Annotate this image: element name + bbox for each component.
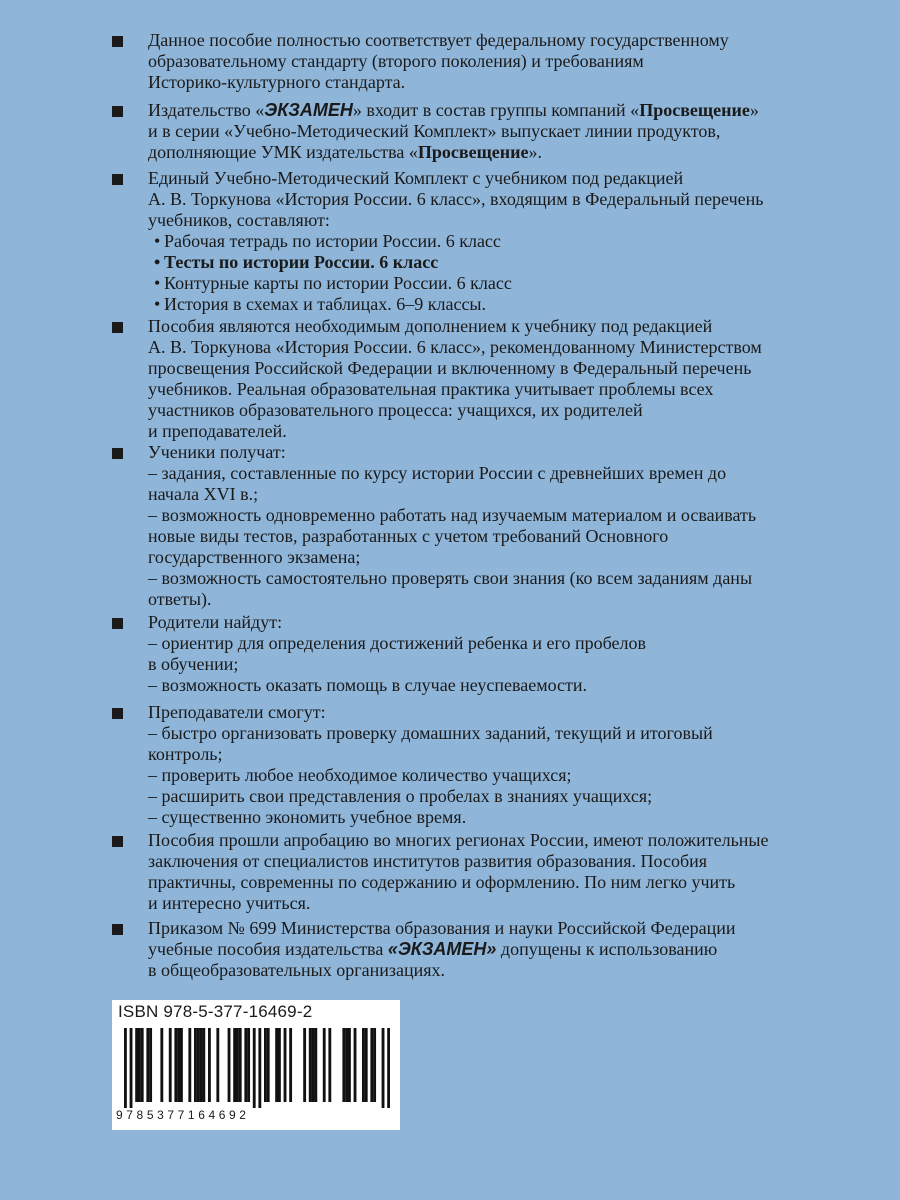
paragraph-umk <box>112 168 842 315</box>
text-line: Данное пособие полностью соответствует федеральному государственному <box>148 30 729 50</box>
barcode-bar <box>373 1028 376 1102</box>
barcode-bars-icon <box>124 1028 390 1108</box>
bullet-dot-icon: • <box>154 252 161 272</box>
publisher-name: «ЭКЗАМЕН» <box>387 939 497 959</box>
paragraph-approbation <box>112 830 842 914</box>
barcode-bar <box>387 1028 390 1108</box>
text-line: государственного экзамена; <box>148 547 361 567</box>
square-bullet-icon <box>112 448 123 459</box>
bullet-dot-icon: • <box>154 294 161 314</box>
text-line: – задания, составленные по курсу истории России с древнейших времен до <box>148 463 727 483</box>
square-bullet-icon <box>112 106 123 117</box>
square-bullet-icon <box>112 836 123 847</box>
text-line: Единый Учебно-Методический Комплект с учебником под редакцией <box>148 168 684 188</box>
paragraph-parents <box>112 612 842 696</box>
text-line: Издательство «ЭКЗАМЕН» входит в состав группы компаний «Просвещение» <box>148 100 759 120</box>
barcode-bar <box>258 1028 261 1108</box>
paragraph-students <box>112 442 842 610</box>
text-line: – проверить любое необходимое количество учащихся; <box>148 765 572 785</box>
barcode-bar <box>342 1028 345 1102</box>
text-line: заключения от специалистов институтов развития образования. Пособия <box>148 851 708 871</box>
text-line: учебные пособия издательства «ЭКЗАМЕН» допущены к использованию <box>148 939 718 959</box>
text-line: Пособия являются необходимым дополнением к учебнику под редакцией <box>148 316 713 336</box>
square-bullet-icon <box>112 618 123 629</box>
bullet-dot-icon: • <box>154 231 161 251</box>
text-line: – возможность одновременно работать над изучаемым материалом и осваивать <box>148 505 757 525</box>
text-line: и интересно учиться. <box>148 893 311 913</box>
barcode-bar <box>284 1028 287 1102</box>
paragraph-text <box>148 100 842 163</box>
barcode-bar <box>130 1028 133 1108</box>
partner-name: Просвещение <box>417 142 529 162</box>
text-line: участников образовательного процесса: учащихся, их родителей <box>148 400 643 420</box>
barcode-bar <box>236 1028 239 1102</box>
text-line: – возможность оказать помощь в случае неуспеваемости. <box>148 675 588 695</box>
square-bullet-icon <box>112 322 123 333</box>
text-line: практичны, современны по содержанию и оформлению. По ним легко учить <box>148 872 736 892</box>
paragraph-text <box>148 918 842 981</box>
text-line: учебников. Реальная образовательная практика учитывает проблемы всех <box>148 379 714 399</box>
list-item: • Контурные карты по истории России. 6 класс <box>154 273 512 293</box>
barcode-bar <box>135 1028 138 1102</box>
paragraph-text <box>148 316 842 442</box>
text-line: – существенно экономить учебное время. <box>148 807 467 827</box>
text-line: – возможность самостоятельно проверять свои знания (ко всем заданиям даны <box>148 568 753 588</box>
barcode-bar <box>202 1028 205 1102</box>
barcode-bar <box>160 1028 163 1102</box>
barcode-bar <box>208 1028 211 1102</box>
barcode-bar <box>146 1028 149 1102</box>
list-item-highlighted: • Тесты по истории России. 6 класс <box>154 252 439 272</box>
barcode-bar <box>328 1028 331 1102</box>
barcode-bar <box>345 1028 348 1102</box>
square-bullet-icon <box>112 36 123 47</box>
barcode-bar <box>275 1028 278 1102</box>
text-line: контроль; <box>148 744 223 764</box>
text-line: – расширить свои представления о пробелах в знаниях учащихся; <box>148 786 653 806</box>
text-line: в общеобразовательных организациях. <box>148 960 445 980</box>
text-line: дополняющие УМК издательства «Просвещение». <box>148 142 543 162</box>
barcode-bar <box>228 1028 231 1102</box>
isbn-label: ISBN 978-5-377-16469-2 <box>118 1002 313 1021</box>
barcode-bar <box>365 1028 368 1102</box>
barcode-digits: 9785377164692 <box>116 1108 250 1122</box>
barcode-bar <box>247 1028 250 1102</box>
paragraph-teachers <box>112 702 842 828</box>
text-line: Историко-культурного стандарта. <box>148 72 406 92</box>
square-bullet-icon <box>112 174 123 185</box>
text-line: учебников, составляют: <box>148 210 330 230</box>
text-line: – ориентир для определения достижений ребенка и его пробелов <box>148 633 646 653</box>
list-item: • Рабочая тетрадь по истории России. 6 класс <box>154 231 501 251</box>
barcode-bar <box>194 1028 197 1102</box>
barcode-bar <box>267 1028 270 1102</box>
text-line: и в серии «Учебно-Методический Комплект» выпускает линии продуктов, <box>148 121 721 141</box>
bullet-dot-icon: • <box>154 273 161 293</box>
paragraph-text <box>148 612 842 696</box>
text-line: начала XVI в.; <box>148 484 259 504</box>
list-item: • История в схемах и таблицах. 6–9 классы. <box>154 294 487 314</box>
barcode-bar <box>309 1028 312 1102</box>
barcode-bar <box>244 1028 247 1102</box>
barcode-bar <box>323 1028 326 1102</box>
barcode-bar <box>141 1028 144 1102</box>
text-line: А. В. Торкунова «История России. 6 класс», рекомендованному Министерством <box>148 337 762 357</box>
barcode-bar <box>362 1028 365 1102</box>
barcode-bar <box>174 1028 177 1102</box>
barcode-bar <box>289 1028 292 1102</box>
text-line: – быстро организовать проверку домашних заданий, текущий и итоговый <box>148 723 713 743</box>
barcode-bar <box>348 1028 351 1102</box>
barcode-bar <box>233 1028 236 1102</box>
barcode-bar <box>303 1028 306 1102</box>
barcode-bar <box>382 1028 385 1108</box>
section-heading: Родители найдут: <box>148 612 283 632</box>
barcode-bar <box>370 1028 373 1102</box>
paragraph-supplement <box>112 316 842 442</box>
square-bullet-icon <box>112 708 123 719</box>
barcode-bar <box>169 1028 172 1102</box>
paragraph-text <box>148 702 842 828</box>
barcode-bar <box>197 1028 200 1102</box>
barcode-bar <box>314 1028 317 1102</box>
paragraph-publisher <box>112 100 842 163</box>
isbn-barcode <box>112 1000 400 1130</box>
text-line: образовательному стандарту (второго поколения) и требованиям <box>148 51 644 71</box>
barcode-bar <box>149 1028 152 1102</box>
text-line: в обучении; <box>148 654 239 674</box>
paragraph-text <box>148 442 842 610</box>
barcode-bar <box>278 1028 281 1102</box>
barcode-bar <box>239 1028 242 1102</box>
barcode-bar <box>180 1028 183 1102</box>
barcode-bar <box>253 1028 256 1108</box>
paragraph-order <box>112 918 842 981</box>
text-line: Пособия прошли апробацию во многих регионах России, имеют положительные <box>148 830 769 850</box>
barcode-bar <box>177 1028 180 1102</box>
barcode-bar <box>264 1028 267 1102</box>
text-line: новые виды тестов, разработанных с учетом требований Основного <box>148 526 669 546</box>
text-line: А. В. Торкунова «История России. 6 класс», входящим в Федеральный перечень <box>148 189 764 209</box>
section-heading: Преподаватели смогут: <box>148 702 326 722</box>
barcode-bar <box>188 1028 191 1102</box>
barcode-bar <box>138 1028 141 1102</box>
square-bullet-icon <box>112 924 123 935</box>
barcode-bar <box>200 1028 203 1102</box>
text-line: просвещения Российской Федерации и включенному в Федеральный перечень <box>148 358 752 378</box>
section-heading: Ученики получат: <box>148 442 286 462</box>
partner-name: Просвещение <box>639 100 750 120</box>
barcode-bar <box>354 1028 357 1102</box>
publisher-name: ЭКЗАМЕН <box>264 100 353 120</box>
text-line: Приказом № 699 Министерства образования и науки Российской Федерации <box>148 918 736 938</box>
paragraph-text <box>148 30 842 93</box>
text-line: и преподавателей. <box>148 421 287 441</box>
paragraph-text <box>148 830 842 914</box>
paragraph-standard <box>112 30 842 93</box>
barcode-bar <box>124 1028 127 1108</box>
text-line: ответы). <box>148 589 212 609</box>
paragraph-text <box>148 168 842 315</box>
barcode-bar <box>216 1028 219 1102</box>
barcode-bar <box>312 1028 315 1102</box>
